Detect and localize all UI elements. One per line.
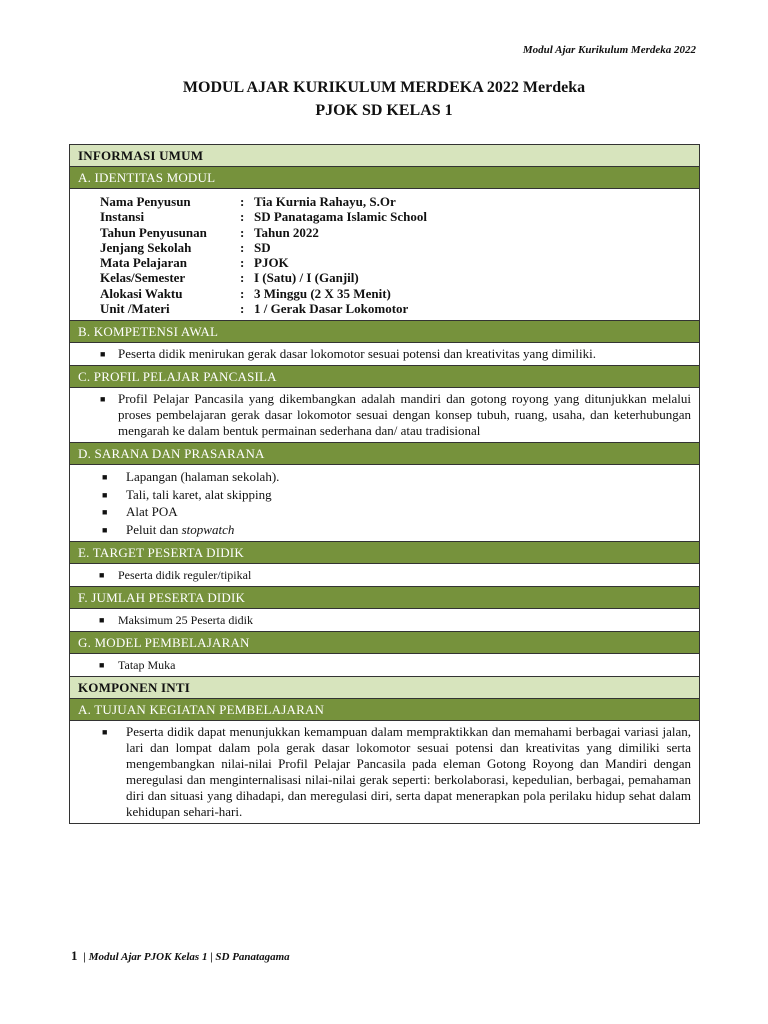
tujuan-kegiatan-header: A. TUJUAN KEGIATAN PEMBELAJARAN: [70, 699, 699, 721]
identity-label: Mata Pelajaran: [100, 255, 188, 271]
identity-value: PJOK: [254, 255, 289, 271]
list-item: [78, 346, 691, 362]
footer-separator: |: [83, 951, 89, 963]
list-item: [78, 567, 691, 583]
identity-value: SD: [254, 239, 271, 255]
bullet-icon: ■: [102, 524, 108, 535]
list-item-italic-text: stopwatch: [181, 521, 235, 537]
komponen-inti-header: KOMPONEN INTI: [70, 677, 699, 699]
list-item: [78, 486, 691, 504]
list-item: [78, 521, 691, 539]
list-item-text: Lapangan (halaman sekolah).: [126, 469, 280, 485]
bullet-icon: ■: [102, 727, 108, 738]
list-item: [78, 468, 691, 486]
list-item-text: Peserta didik reguler/tipikal: [118, 568, 252, 583]
list-item: [78, 724, 691, 820]
identity-row: [100, 240, 699, 255]
identity-label: Unit /Materi: [100, 301, 170, 317]
model-pembelajaran-header: G. MODEL PEMBELAJARAN: [70, 632, 699, 654]
identity-label: Alokasi Waktu: [100, 285, 183, 301]
target-peserta-body: [70, 564, 699, 587]
bullet-icon: ■: [99, 570, 105, 581]
kompetensi-awal-body: [70, 343, 699, 366]
tujuan-kegiatan-body: [70, 721, 699, 823]
identity-row: [100, 209, 699, 224]
identity-colon: :: [240, 239, 245, 255]
bullet-list: [78, 391, 691, 439]
list-item: [78, 391, 691, 439]
identity-label: Instansi: [100, 209, 145, 225]
bullet-list: [78, 612, 691, 628]
bullet-icon: ■: [102, 489, 108, 500]
identity-value: 3 Minggu (2 X 35 Menit): [254, 285, 391, 301]
identity-row: [100, 286, 699, 301]
list-item-text: Peserta didik menirukan gerak dasar lokomotor sesuai potensi dan kreativitas yang dimiliki.: [118, 346, 596, 362]
kompetensi-awal-header: B. KOMPETENSI AWAL: [70, 321, 699, 343]
identity-value: 1 / Gerak Dasar Lokomotor: [254, 301, 409, 317]
jumlah-peserta-body: [70, 609, 699, 632]
identity-colon: :: [240, 301, 245, 317]
identity-row: [100, 301, 699, 316]
identitas-modul-body: [70, 189, 699, 321]
sarana-prasarana-body: [70, 465, 699, 542]
page-footer: [71, 948, 290, 964]
list-item: [78, 612, 691, 628]
bullet-icon: ■: [102, 507, 108, 518]
list-item-text: Tali, tali karet, alat skipping: [126, 486, 272, 502]
bullet-icon: ■: [99, 660, 105, 671]
identity-value: SD Panatagama Islamic School: [254, 209, 427, 225]
identity-label: Kelas/Semester: [100, 270, 186, 286]
list-item-text: Tatap Muka: [118, 658, 176, 673]
identity-row: [100, 194, 699, 209]
bullet-icon: ■: [100, 394, 106, 405]
identity-label: Nama Penyusun: [100, 194, 191, 209]
identity-value: Tahun 2022: [254, 224, 319, 240]
identity-value: I (Satu) / I (Ganjil): [254, 270, 359, 286]
identity-row: [100, 255, 699, 270]
profil-pancasila-body: [70, 388, 699, 443]
model-pembelajaran-body: [70, 654, 699, 677]
identity-colon: :: [240, 255, 245, 271]
list-item-text: Peluit dan: [126, 521, 182, 537]
bullet-list: [78, 346, 691, 362]
identity-label: Tahun Penyusunan: [100, 224, 207, 240]
bullet-list: [78, 657, 691, 673]
list-item-text: Maksimum 25 Peserta didik: [118, 613, 253, 628]
bullet-list: [78, 724, 691, 820]
module-table: [69, 144, 700, 824]
informasi-umum-header: INFORMASI UMUM: [70, 145, 699, 167]
list-item-text: Profil Pelajar Pancasila yang dikembangkan adalah mandiri dan gotong royong yang ditunjukkan melalui proses pembelajaran gerak dasar lokomotor sesuai dengan konsep tubuh, ruang, usaha, dan keterhubungan mengarah ke dalam bentuk permainan sederhana dan/ atau tradisional: [118, 391, 691, 439]
identity-colon: :: [240, 194, 245, 209]
footer-text: Modul Ajar PJOK Kelas 1 | SD Panatagama: [88, 951, 290, 963]
profil-pancasila-header: C. PROFIL PELAJAR PANCASILA: [70, 366, 699, 388]
list-item-text: Peserta didik dapat menunjukkan kemampuan dalam mempraktikkan dan memahami berbagai variasi jalan, lari dan lompat dalam pola gerak dasar lokomotor sesuai potensi dan kreativitas yang dimiliki serta mengembangkan nilai-nilai Profil Pelajar Pancasila pada eleman Gotong Royong dan Mandiri dengan meregulasi dan menginternalisasi nilai-nilai gerak seperti: berkolaborasi, kepedulian, berbagai, pemahaman diri dan situasi yang dihadapi, dan meregulasi diri, serta dapat menerapkan pola perilaku hidup sehat dalam kehidupan sehari-hari.: [126, 724, 691, 820]
identity-colon: :: [240, 285, 245, 301]
sarana-prasarana-header: D. SARANA DAN PRASARANA: [70, 443, 699, 465]
identity-value: Tia Kurnia Rahayu, S.Or: [254, 194, 396, 209]
document-subtitle: PJOK SD KELAS 1: [315, 102, 453, 119]
bullet-icon: ■: [102, 472, 108, 483]
target-peserta-header: E. TARGET PESERTA DIDIK: [70, 542, 699, 564]
identity-colon: :: [240, 224, 245, 240]
jumlah-peserta-header: F. JUMLAH PESERTA DIDIK: [70, 587, 699, 609]
bullet-list: [78, 468, 691, 538]
list-item: [78, 503, 691, 521]
identitas-modul-header: A. IDENTITAS MODUL: [70, 167, 699, 189]
list-item-text: Alat POA: [126, 504, 178, 520]
list-item: [78, 657, 691, 673]
identity-colon: :: [240, 270, 245, 286]
identity-colon: :: [240, 209, 245, 225]
identity-label: Jenjang Sekolah: [100, 239, 192, 255]
bullet-icon: ■: [100, 349, 106, 360]
identity-row: [100, 270, 699, 285]
page-number: 1: [71, 948, 78, 963]
bullet-list: [78, 567, 691, 583]
identity-row: [100, 225, 699, 240]
running-header: Modul Ajar Kurikulum Merdeka 2022: [522, 44, 696, 56]
document-title: MODUL AJAR KURIKULUM MERDEKA 2022 Merdeka: [182, 79, 586, 96]
bullet-icon: ■: [99, 615, 105, 626]
